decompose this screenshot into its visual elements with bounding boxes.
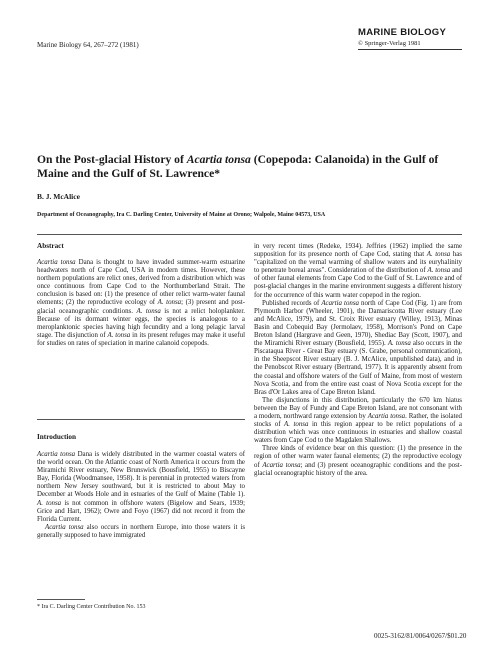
introduction-heading: Introduction <box>37 433 77 441</box>
introduction-body: Acartia tonsa Dana is widely distributed in the warmer coastal waters of the world ocean. On the Atlantic coast of North America it occurs from the Miramichi River estuary, New Brunswick (Bousfield, 1955) to Biscayne Bay, Florida (Woodmansee, 1958). It is perennial in protected waters from northern New Jersey southward, but it is restricted to about May to December at Woods Hole and in estuaries of the Gulf of Maine (Table 1). A. tonsa is not common in offshore waters (Bigelow and Sears, 1939; Grice and Hart, 1962); Owre and Foyo (1967) did not record it from the Florida Current. Acartia tonsa also occurs in northern Europe, into those waters it is generally supposed to have immigrated <box>37 451 246 539</box>
price-code: 0025-3162/81/0064/0267/$01.20 <box>374 632 467 640</box>
abstract-divider <box>37 419 245 420</box>
copyright-line: © Springer-Verlag 1981 <box>358 40 421 47</box>
footnote: * Ira C. Darling Center Contribution No. 153 <box>37 604 146 610</box>
abstract-heading: Abstract <box>37 242 64 250</box>
footnote-rule <box>37 599 85 600</box>
author-name: B. J. McAlice <box>37 192 80 201</box>
journal-citation: Marine Biology 64, 267–272 (1981) <box>37 41 139 49</box>
journal-masthead <box>358 27 446 47</box>
article-title: On the Post-glacial History of Acartia tonsa (Copepoda: Calanoida) in the Gulf of Maine and the Gulf of St. Lawrence* <box>37 153 439 180</box>
divider-rule <box>37 234 462 235</box>
author-affiliation: Department of Oceanography, Ira C. Darling Center, University of Maine at Orono; Walpole, Maine 04573, USA <box>37 212 326 218</box>
journal-name: MARINE BIOLOGY <box>358 27 447 38</box>
abstract-body: Acartia tonsa Dana is thought to have invaded summer-warm estuarine headwaters north of Cape Cod, USA in modern times. However, these northern populations are relict ones, derived from a distribution which was once continuous from Cape Cod to the Northumberland Strait. The conclusion is based on: (1) the presence of other relict warm-water faunal elements; (2) the reproductive ecology of A. tonsa; (3) present and post-glacial oceanographic conditions. A. tonsa is not a relict holoplankter. Because of its dormant winter eggs, the species is analogous to a meroplanktonic species having high fecundity and a long pelagic larval stage. The disjunction of A. tonsa in its present refuges may make it useful for studies on rates of speciation in marine calanoid copepods. <box>37 259 246 347</box>
masthead-rule <box>358 49 462 50</box>
right-column-body: in very recent times (Redeke, 1934). Jeffries (1962) implied the same supposition for its presence north of Cape Cod, stating that A. tonsa has "capitalized on the vernal warming of shallow waters and its euryhalinity to penetrate boreal areas". Consideration of the distribution of A. tonsa and of other faunal elements from Cape Cod to the Gulf of St. Lawrence and of post-glacial changes in the marine environment suggests a different history for the occurrence of this warm water copepod in the region. Published records of Acartia tonsa north of Cape Cod (Fig. 1) are from Plymouth Harbor (Wheeler, 1901), the Damariscotta River estuary (Lee and McAlice, 1979), and St. Croix River estuary (Willey, 1913), Minas Basin and Cobequid Bay (Jermolaev, 1958), Morrison's Pond on Cape Breton Island (Hargrave and Geen, 1970), Shediac Bay (Scott, 1907), and the Miramichi River estuary (Bousfield, 1955). A. tonsa also occurs in the Piscataqua River - Great Bay estuary (S. Grabe, personal communication), in the Sheepscot River estuary (B. J. McAlice, unpublished data), and in the Penobscot River estuary (Bertrand, 1977). It is apparently absent from the coastal and offshore waters of the Gulf of Maine, from most of western Nova Scotia, and from the entire east coast of Nova Scotia except for the Bras d'Or Lakes area of Cape Breton Island. The disjunctions in this distribution, particularly the 670 km hiatus between the Bay of Fundy and Cape Breton Island, are not consonant with a modern, northward range extension by Acartia tonsa. Rather, the isolated stocks of A. tonsa in this region appear to be relict populations of a distribution which was once continuous in estuaries and shallow coastal waters from Cape Cod to the Magdalen Shallows. Three kinds of evidence bear on this question: (1) the presence in the region of other warm water faunal elements; (2) the reproductive ecology of Acartia tonsa; and (3) present oceanographic conditions and the post-glacial oceanographic history of the area. <box>254 243 463 477</box>
